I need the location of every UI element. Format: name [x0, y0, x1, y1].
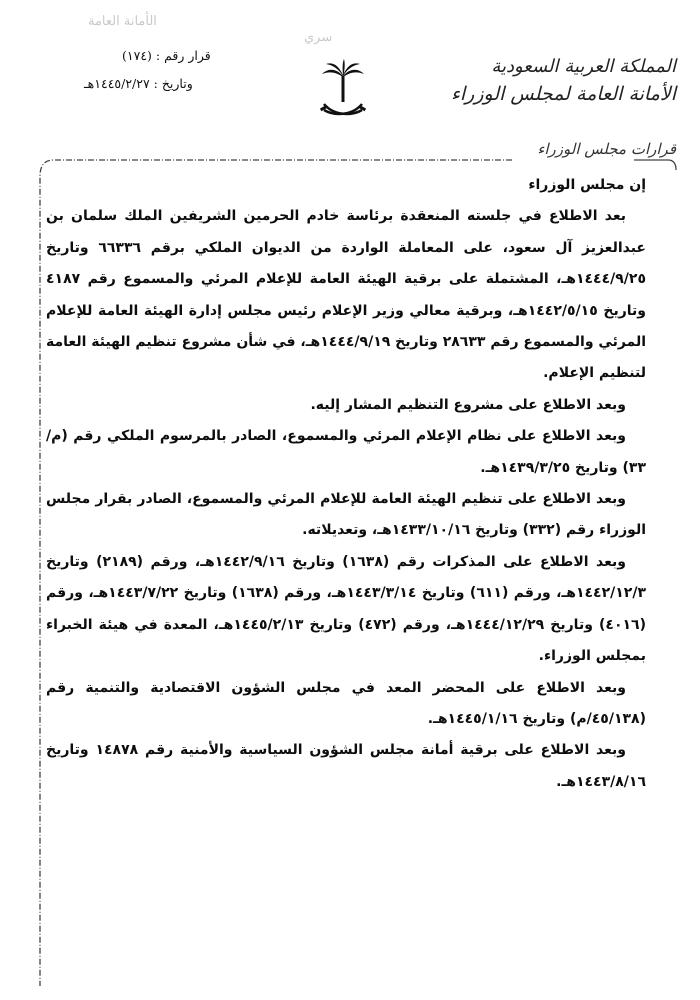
faint-stamp-left: الأمانة العامة [88, 14, 157, 29]
section-tag: قرارات مجلس الوزراء [537, 140, 676, 158]
decision-number: قرار رقم : (١٧٤) [122, 48, 211, 63]
decision-body [46, 170, 646, 798]
decision-date: وتاريخ : ١٤٤٥/٢/٢٧هـ [84, 76, 193, 91]
paragraph-3: وبعد الاطلاع على نظام الإعلام المرئي والمسموع، الصادر بالمرسوم الملكي رقم (م/٣٣) وتاريخ ١٤٣٩/٣/٢٥هـ. [46, 428, 646, 476]
paragraph-4: وبعد الاطلاع على تنظيم الهيئة العامة للإعلام المرئي والمسموع، الصادر بقرار مجلس الوزراء رقم (٣٣٢) وتاريخ ١٤٣٣/١٠/١٦هـ، وتعديلاته. [46, 491, 646, 539]
secretariat-name: الأمانة العامة لمجلس الوزراء [450, 83, 676, 105]
paragraph-6: وبعد الاطلاع على المحضر المعد في مجلس الشؤون الاقتصادية والتنمية رقم (٤٥/١٣٨/م) وتاريخ ١٤٤٥/١/١٦هـ. [46, 679, 646, 727]
paragraph-1: بعد الاطلاع في جلسته المنعقدة برئاسة خادم الحرمين الشريفين الملك سلمان بن عبدالعزيز آل سعود، على المعاملة الواردة من الديوان الملكي برقم ٦٦٣٣٦ وتاريخ ١٤٤٤/٩/٢٥هـ، المشتملة على برقية الهيئة العامة للإعلام المرئي والمسموع رقم ٤١٨٧ وتاريخ ١٤٤٢/٥/١٥هـ، وبرقية معالي وزير الإعلام رئيس مجلس إدارة الهيئة العامة للإعلام المرئي والمسموع رقم ٢٨٦٣٣ وتاريخ ١٤٤٤/٩/١٩هـ، في شأن مشروع تنظيم الهيئة العامة لتنظيم الإعلام. [46, 208, 646, 382]
paragraph-5: وبعد الاطلاع على المذكرات رقم (١٦٣٨) وتاريخ ١٤٤٢/٩/١٦هـ، ورقم (٢١٨٩) وتاريخ ١٤٤٢/١٢/٣هـ، ورقم (٦١١) وتاريخ ١٤٤٣/٣/١٤هـ، ورقم (١٦٣٨) وتاريخ ١٤٤٣/٧/٢٢هـ، ورقم (٤٠١٦) وتاريخ ١٤٤٤/١٢/٢٩هـ، ورقم (٤٧٢) وتاريخ ١٤٤٥/٢/١٣هـ، المعدة في هيئة الخبراء بمجلس الوزراء. [46, 553, 647, 665]
document-header [0, 0, 700, 160]
kingdom-name: المملكة العربية السعودية [491, 56, 676, 77]
faint-stamp-middle: سري [304, 30, 333, 45]
organization-title [450, 56, 676, 105]
saudi-emblem-icon [316, 58, 370, 122]
council-heading: إن مجلس الوزراء [528, 177, 646, 193]
paragraph-7: وبعد الاطلاع على برقية أمانة مجلس الشؤون السياسية والأمنية رقم ١٤٨٧٨ وتاريخ ١٤٤٣/٨/١٦هـ. [46, 742, 646, 790]
paragraph-2: وبعد الاطلاع على مشروع التنظيم المشار إليه. [310, 396, 626, 413]
